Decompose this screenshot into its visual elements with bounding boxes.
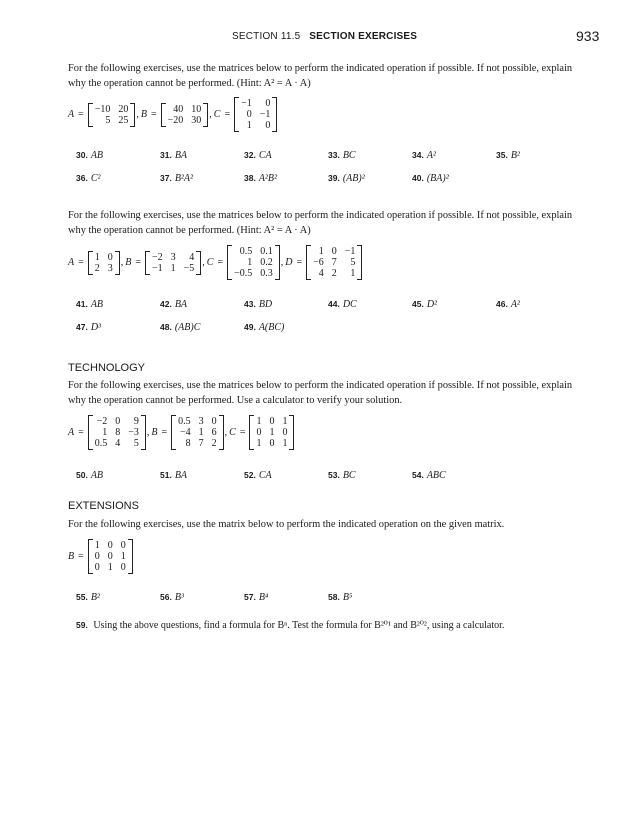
exercise-expression: (AB)² (342, 173, 365, 184)
exercise-item (160, 592, 184, 603)
separator-comma: , (120, 257, 124, 268)
matrix-cell: 1 (350, 268, 356, 279)
exercise-expression: (BA)² (426, 173, 449, 184)
exercise-number: 50. (76, 470, 88, 480)
exercise-expression: CA (258, 470, 272, 481)
equals-sign: = (78, 427, 84, 438)
matrix-cell: −1 (241, 98, 252, 109)
exercise-expression: ABC (426, 470, 446, 481)
matrix-cell: 1 (282, 416, 288, 427)
exercise-item (412, 173, 449, 184)
matrix-name: B (125, 257, 132, 268)
separator-comma: , (280, 257, 284, 268)
equals-sign: = (296, 257, 303, 268)
exercise-item (160, 322, 200, 333)
matrix-c (227, 245, 280, 280)
matrix-cell: 3 (170, 251, 176, 263)
exercise-number: 42. (160, 299, 172, 309)
exercise-expression: B² (510, 150, 520, 161)
matrix-cell: 25 (118, 114, 129, 126)
exercise-number: 52. (244, 470, 256, 480)
matrix-cell: 0 (120, 540, 126, 551)
matrix-cell: 0 (94, 551, 100, 562)
equals-sign: = (78, 257, 84, 268)
exercise-item (160, 173, 193, 184)
matrix-cell: 0 (269, 416, 275, 427)
matrix-cell: 0 (256, 427, 262, 438)
matrix-name: A (68, 109, 75, 120)
equals-sign: = (239, 427, 246, 438)
matrix-cell: 1 (120, 551, 126, 562)
separator-comma: , (224, 427, 228, 438)
matrix-c (249, 415, 294, 450)
matrix-cell: 1 (94, 251, 100, 263)
page-number: 933 (576, 28, 600, 44)
matrix-cell: 0 (265, 98, 271, 109)
section-number: SECTION 11.5 (232, 31, 301, 42)
matrix-cell: 30 (191, 114, 202, 126)
exercise-number: 53. (328, 470, 340, 480)
exercise-item (76, 150, 103, 161)
matrix-cell: −4 (180, 427, 191, 438)
exercise-item (412, 470, 446, 481)
matrix-cell: −3 (128, 427, 139, 438)
exercise-expression: AB (90, 299, 104, 310)
matrix-b (145, 251, 201, 275)
exercise-number: 47. (76, 322, 88, 332)
matrix-cell: 0 (265, 120, 271, 131)
technology-matrices (68, 415, 294, 450)
matrix-cell: 0.5 (178, 416, 191, 427)
exercise-expression: AB (90, 470, 104, 481)
exercise-expression: A² (510, 299, 520, 310)
equals-sign: = (161, 427, 168, 438)
matrix-cell: 4 (115, 438, 121, 449)
block1-matrices (68, 97, 277, 132)
exercise-expression: DC (342, 299, 357, 310)
block1-intro: For the following exercises, use the matrices below to perform the indicated operation if possible. If not possible, explain why the operation cannot be performed. (Hint: A² = A · A) (68, 63, 573, 89)
matrix-cell: 7 (198, 438, 204, 449)
matrix-cell: 20 (118, 103, 129, 115)
exercise-expression: B²A² (174, 173, 194, 184)
exercise-number: 46. (496, 299, 508, 309)
exercise-item (328, 592, 352, 603)
matrix-cell: 2 (211, 438, 217, 449)
exercise-number: 38. (244, 173, 256, 183)
matrix-cell: 1 (256, 416, 262, 427)
exercise-number: 30. (76, 150, 88, 160)
section-title: SECTION EXERCISES (309, 31, 418, 42)
matrix-cell: 1 (170, 262, 176, 274)
matrix-cell: 0 (211, 416, 217, 427)
matrix-name: B (151, 427, 158, 438)
matrix-cell: −10 (94, 103, 111, 115)
exercise-number: 32. (244, 150, 256, 160)
exercise-item (328, 150, 356, 161)
exercise-expression: BC (342, 470, 356, 481)
separator-comma: , (202, 257, 205, 268)
matrix-cell: −5 (183, 262, 195, 274)
exercise-number: 56. (160, 592, 172, 602)
exercise-number: 35. (496, 150, 508, 160)
separator-comma: , (209, 109, 212, 120)
matrix-name: D (285, 257, 293, 268)
extensions-heading: EXTENSIONS (68, 500, 139, 512)
matrix-cell: −20 (167, 114, 184, 126)
exercise-item (244, 150, 272, 161)
exercise-expression: (AB)C (174, 322, 201, 333)
matrix-d (306, 245, 362, 280)
block2-intro: For the following exercises, use the matrices below to perform the indicated operation if possible. If not possible, explain why the operation cannot be performed. (Hint: A² = A · A) (68, 210, 573, 236)
matrix-b (161, 103, 209, 127)
exercise-item (412, 150, 436, 161)
matrix-cell: 1 (246, 120, 252, 131)
matrix-a (88, 103, 136, 127)
equals-sign: = (217, 257, 224, 268)
matrix-cell: 1 (269, 427, 275, 438)
exercise-expression: B⁴ (258, 592, 269, 603)
exercise-expression: BA (174, 150, 188, 161)
exercise-number: 36. (76, 173, 88, 183)
matrix-cell: 0.5 (239, 246, 253, 257)
exercise-number: 49. (244, 322, 256, 332)
exercise-number: 40. (412, 173, 424, 183)
matrix-c (234, 97, 277, 132)
exercise-number: 34. (412, 150, 424, 160)
matrix-cell: 0 (282, 427, 288, 438)
exercise-expression: BC (342, 150, 356, 161)
matrix-cell: −1 (259, 109, 271, 120)
extensions-matrices (68, 539, 133, 574)
matrix-cell: 7 (331, 257, 337, 268)
matrix-cell: 6 (211, 427, 217, 438)
matrix-cell: −1 (344, 246, 356, 257)
matrix-cell: 0 (107, 251, 113, 263)
exercise-item (76, 299, 103, 310)
exercise-number: 37. (160, 173, 172, 183)
exercise-number: 39. (328, 173, 340, 183)
matrix-name: A (68, 257, 75, 268)
matrix-name: B (68, 551, 75, 562)
matrix-cell: 1 (94, 540, 100, 551)
exercise-expression: AB (90, 150, 104, 161)
running-header (232, 31, 417, 42)
matrix-cell: 3 (107, 262, 113, 274)
exercise-expression: CA (258, 150, 272, 161)
matrix-cell: 8 (115, 427, 121, 438)
exercise-number: 58. (328, 592, 340, 602)
exercise-number: 57. (244, 592, 256, 602)
exercise-number: 31. (160, 150, 172, 160)
exercise-expression: A(BC) (258, 322, 285, 333)
matrix-cell: −6 (313, 257, 324, 268)
matrix-cell: 1 (102, 427, 108, 438)
matrix-cell: 10 (191, 103, 202, 115)
exercise-text: Using the above questions, find a formula for Bⁿ. Test the formula for B²⁰¹ and B²⁰², using a calculator. (93, 620, 505, 631)
exercise-number: 45. (412, 299, 424, 309)
technology-heading: TECHNOLOGY (68, 362, 146, 374)
exercise-item (160, 299, 187, 310)
matrix-cell: 2 (331, 268, 337, 279)
exercise-item (244, 173, 277, 184)
exercise-item (76, 173, 101, 184)
matrix-b (88, 539, 133, 574)
exercise-item (160, 150, 187, 161)
exercise-item (496, 299, 520, 310)
equals-sign: = (78, 109, 84, 120)
matrix-cell: −2 (96, 416, 108, 427)
matrix-cell: 9 (133, 416, 139, 427)
exercise-item (244, 470, 272, 481)
matrix-name: B (140, 109, 147, 120)
exercise-expression: D³ (90, 322, 102, 333)
matrix-name: C (206, 257, 214, 268)
exercise-number: 55. (76, 592, 88, 602)
equals-sign: = (78, 551, 84, 562)
exercise-item (244, 592, 268, 603)
exercise-expression: B³ (174, 592, 184, 603)
exercise-number: 54. (412, 470, 424, 480)
exercise-number: 51. (160, 470, 172, 480)
exercise-item (76, 592, 100, 603)
matrix-name: C (213, 109, 221, 120)
exercise-item (76, 470, 103, 481)
matrix-name: A (68, 427, 75, 438)
matrix-cell: 1 (247, 257, 253, 268)
exercise-item (412, 299, 437, 310)
exercise-number: 43. (244, 299, 256, 309)
matrix-a (88, 415, 146, 450)
matrix-cell: 3 (198, 416, 204, 427)
matrix-cell: 0 (331, 246, 337, 257)
matrix-cell: 1 (282, 438, 288, 449)
matrix-cell: 0 (120, 562, 126, 573)
extensions-intro: For the following exercises, use the matrix below to perform the indicated operation on the given matrix. (68, 519, 505, 530)
matrix-cell: 40 (173, 103, 184, 115)
matrix-cell: 5 (350, 257, 356, 268)
matrix-cell: 0 (107, 540, 113, 551)
exercise-expression: BA (174, 299, 188, 310)
separator-comma: , (136, 109, 139, 120)
matrix-cell: 0 (115, 416, 121, 427)
exercise-number: 48. (160, 322, 172, 332)
matrix-cell: 1 (318, 246, 324, 257)
exercise-number: 33. (328, 150, 340, 160)
exercise-item (76, 322, 101, 333)
exercise-expression: B⁵ (342, 592, 353, 603)
matrix-cell: 8 (185, 438, 191, 449)
matrix-cell: 5 (105, 114, 111, 126)
matrix-cell: 1 (198, 427, 204, 438)
exercise-item (244, 299, 272, 310)
matrix-cell: 0 (246, 109, 252, 120)
exercise-number: 59. (76, 620, 88, 630)
exercise-item (160, 470, 187, 481)
matrix-cell: 1 (256, 438, 262, 449)
matrix-cell: 0.5 (94, 438, 108, 449)
exercise-expression: C² (90, 173, 101, 184)
matrix-cell: 0 (94, 562, 100, 573)
matrix-cell: −1 (152, 262, 163, 274)
exercise-item (244, 322, 284, 333)
technology-intro: For the following exercises, use the matrices below to perform the indicated operation if possible. If not possible, explain why the operation cannot be performed. Use a calculator to verify your solution. (68, 380, 573, 406)
matrix-cell: 5 (133, 438, 139, 449)
exercise-item (328, 470, 356, 481)
exercise-expression: BA (174, 470, 188, 481)
block2-matrices (68, 245, 362, 280)
matrix-name: C (229, 427, 236, 438)
matrix-cell: 2 (94, 262, 100, 274)
exercise-expression: B² (90, 592, 100, 603)
matrix-cell: 4 (189, 251, 195, 263)
equals-sign: = (135, 257, 141, 268)
exercise-expression: A² (426, 150, 436, 161)
matrix-cell: 1 (107, 562, 113, 573)
matrix-cell: 0 (269, 438, 275, 449)
exercise-number: 44. (328, 299, 340, 309)
matrix-cell: −0.5 (234, 268, 253, 279)
matrix-cell: 0 (107, 551, 113, 562)
matrix-a (88, 251, 120, 275)
matrix-cell: 4 (318, 268, 324, 279)
matrix-cell: 0.1 (260, 246, 273, 257)
exercise-number: 41. (76, 299, 88, 309)
separator-comma: , (146, 427, 150, 438)
exercise-item (496, 150, 520, 161)
equals-sign: = (151, 109, 157, 120)
matrix-cell: −2 (152, 251, 163, 263)
exercise-expression: A²B² (258, 173, 278, 184)
exercise-expression: D² (426, 299, 438, 310)
exercise-expression: BD (258, 299, 273, 310)
equals-sign: = (224, 109, 231, 120)
exercise-item (328, 173, 365, 184)
matrix-b (171, 415, 224, 450)
exercise-item (328, 299, 357, 310)
matrix-cell: 0.3 (260, 268, 273, 279)
matrix-cell: 0.2 (260, 257, 273, 268)
exercise-59 (76, 620, 504, 631)
